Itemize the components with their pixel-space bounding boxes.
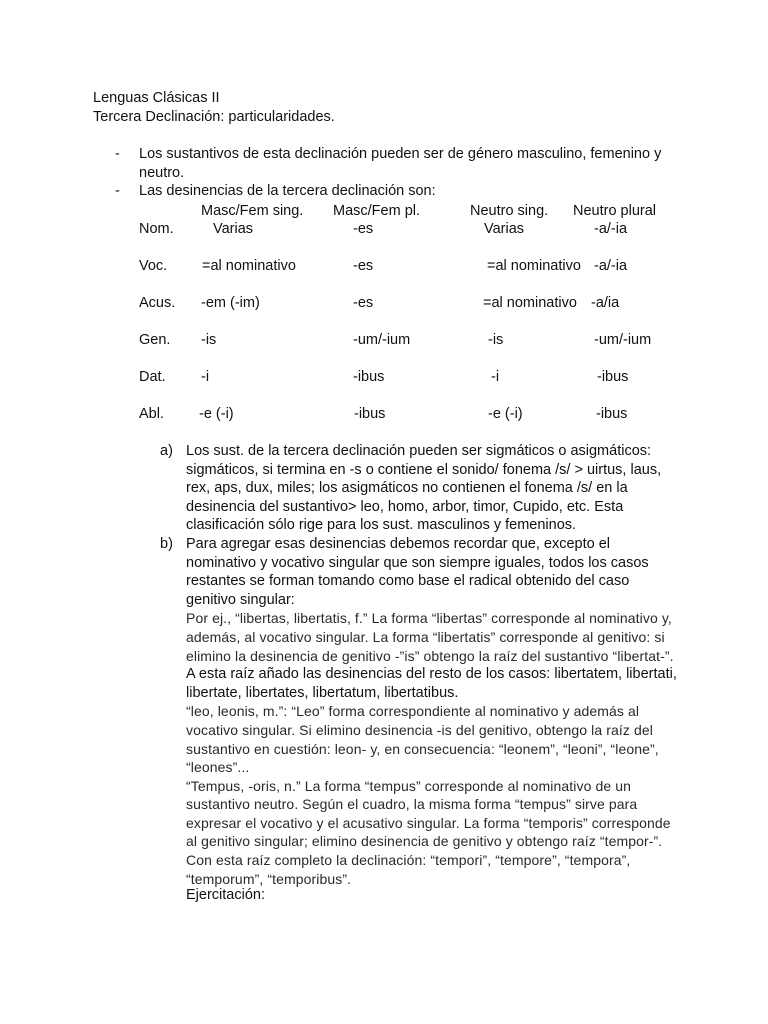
lettered-list: [160, 442, 680, 888]
case-label: Dat.: [139, 369, 166, 385]
document-header: [93, 89, 335, 126]
table-cell: -i: [491, 369, 500, 385]
table-cell: -ibus: [353, 369, 385, 385]
table-cell: -a/-ia: [594, 221, 628, 237]
table-cell: -ibus: [596, 406, 628, 422]
table-cell: =al nominativo: [483, 295, 577, 311]
example-tempus: “Tempus, -oris, n.” La forma “tempus” corresponde al nominativo de un sustantivo neutro. Según el cuadro, la misma forma “tempus” sirve para expresar el vocativo y el acusativo singular. La forma “temporis” corresponde al genitivo singular; elimino desinencia de genitivo y obtengo raíz “tempor-”. Con esta raíz completo la declinación: “tempori”, “tempore”, “tempora”, “temporum”, “temporibus”.: [186, 777, 671, 887]
table-cell: -e (-i): [199, 406, 234, 422]
list-item-b: [160, 535, 680, 888]
case-label: Voc.: [139, 258, 168, 274]
topic-title: Tercera Declinación: particularidades.: [93, 108, 335, 125]
bullet-dash: -: [115, 146, 120, 162]
column-header: Masc/Fem sing.: [201, 203, 304, 219]
bullet-text: Las desinencias de la tercera declinación son:: [139, 183, 436, 200]
item-marker: b): [160, 535, 173, 552]
column-header: Neutro plural: [573, 203, 657, 219]
table-cell: -i: [201, 369, 210, 385]
table-cell: -es: [353, 221, 374, 237]
example-leo: “leo, leonis, m.”: “Leo” forma correspondiente al nominativo y además al vocativo singular. Si elimino desinencia -is del genitivo, obtengo la raíz del sustantivo en cuestión: leon- y, en consecuencia: “leonem”, “leoni”, “leone”, “leones”...: [186, 703, 659, 776]
table-cell: -a/-ia: [594, 258, 628, 274]
case-label: Abl.: [139, 406, 164, 422]
table-cell: -e (-i): [488, 406, 523, 422]
exercise-heading: Ejercitación:: [186, 887, 265, 903]
item-paragraph: A esta raíz añado las desinencias del resto de los casos: libertatem, libertati, libertate, libertates, libertatum, libertatibus.: [186, 666, 677, 701]
case-label: Nom.: [139, 221, 174, 237]
table-cell: -es: [353, 295, 374, 311]
table-cell: -um/-ium: [594, 332, 652, 348]
table-cell: -es: [353, 258, 374, 274]
bullet-text: Los sustantivos de esta declinación pueden ser de género masculino, femenino y neutro.: [139, 146, 662, 181]
table-cell: -a/ia: [591, 295, 620, 311]
table-cell: Varias: [213, 221, 254, 237]
column-header: Masc/Fem pl.: [333, 203, 421, 219]
table-cell: -ibus: [597, 369, 629, 385]
case-label: Acus.: [139, 295, 176, 311]
bullet-dash: -: [115, 183, 120, 200]
table-cell: -em (-im): [201, 295, 260, 311]
item-paragraph: Los sust. de la tercera declinación pueden ser sigmáticos o asigmáticos: sigmáticos, si termina en -s o contiene el sonido/ fonema /s/ > uirtus, laus, rex, aps, dux, miles; los asigmáticos no contienen el fonema /s/ en la desinencia del sustantivo> leo, homo, arbor, timor, Cupido, etc. Esta clasificación sólo rige para los sust. masculinos y femeninos.: [186, 443, 662, 534]
bullet-item: [115, 145, 675, 182]
table-cell: =al nominativo: [487, 258, 581, 274]
list-item-a: [160, 442, 680, 535]
table-cell: -is: [201, 332, 217, 348]
bullet-item: [115, 182, 675, 201]
example-libertas: Por ej., “libertas, libertatis, f.” La forma “libertas” corresponde al nominativo y, además, al vocativo singular. La forma “libertatis” corresponde al genitivo: si elimino la desinencia de genitivo -”is” obtengo la raíz del sustantivo “libertat-”.: [186, 610, 674, 664]
item-paragraph: Para agregar esas desinencias debemos recordar que, excepto el nominativo y vocativo singular que son siempre iguales, todos los casos restantes se forman tomando como base el radical obtenido del caso genitivo singular:: [186, 535, 649, 608]
table-cell: -um/-ium: [353, 332, 411, 348]
table-cell: Varias: [484, 221, 525, 237]
course-title: Lenguas Clásicas II: [93, 90, 220, 106]
declension-table: [139, 202, 679, 432]
table-cell: -is: [488, 332, 504, 348]
table-cell: -ibus: [354, 406, 386, 422]
case-label: Gen.: [139, 332, 171, 348]
item-marker: a): [160, 443, 173, 459]
bullet-list: [115, 145, 675, 201]
column-header: Neutro sing.: [470, 203, 549, 219]
table-cell: =al nominativo: [202, 258, 296, 274]
